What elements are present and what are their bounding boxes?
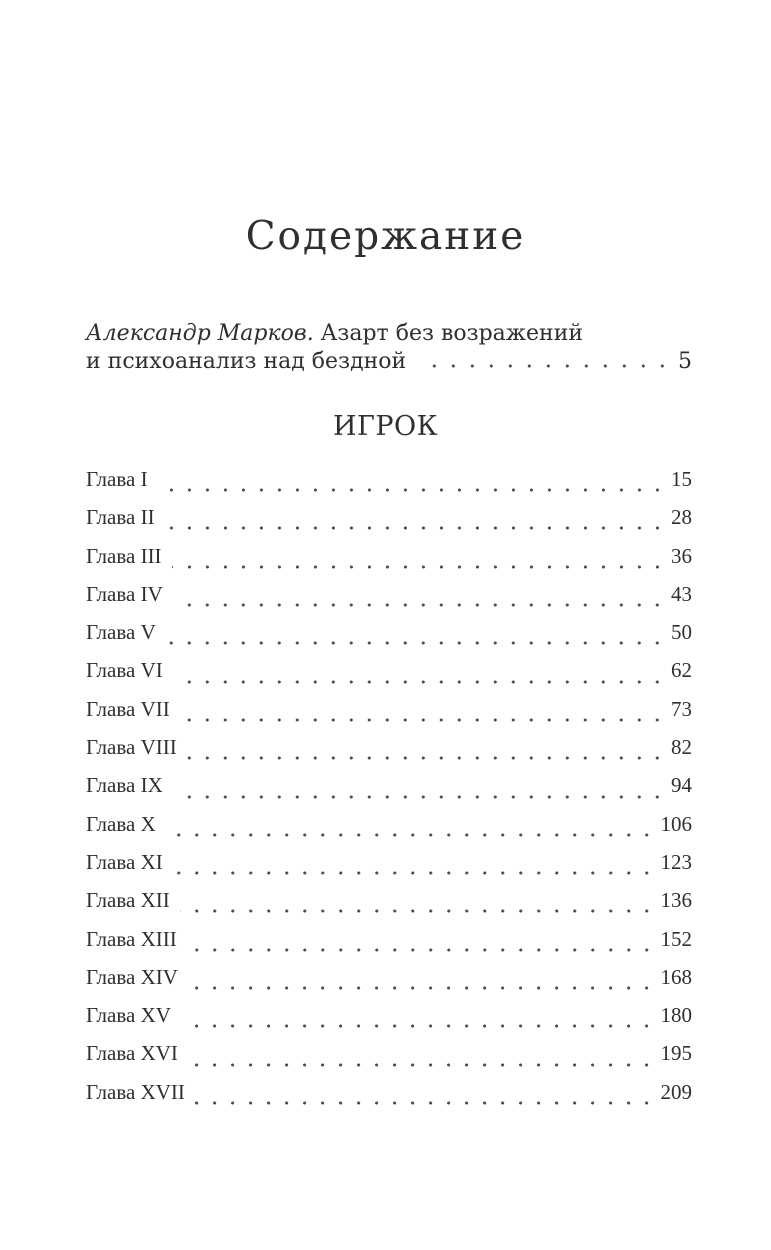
- page-title: Содержание: [245, 214, 526, 259]
- leader-dots: [158, 487, 666, 493]
- chapter-page-number: 195: [660, 1041, 692, 1066]
- leader-dots: [187, 947, 656, 953]
- chapter-entry[interactable]: [86, 773, 692, 811]
- chapter-page-number: 209: [660, 1079, 692, 1104]
- leader-dots: [173, 602, 666, 608]
- chapter-entry[interactable]: [86, 658, 692, 696]
- chapter-entry[interactable]: [86, 850, 692, 888]
- chapter-entry[interactable]: [86, 697, 692, 735]
- leader-dots: [165, 525, 666, 531]
- chapter-page-number: 106: [660, 811, 692, 836]
- chapter-label: Глава IX: [86, 773, 163, 798]
- intro-line-2: [86, 348, 692, 376]
- chapter-page-number: 62: [671, 658, 692, 683]
- leader-dots: [166, 640, 666, 646]
- chapter-entry[interactable]: [86, 735, 692, 773]
- leader-dots: [195, 1100, 656, 1106]
- chapter-label: Глава XVI: [86, 1041, 178, 1066]
- leader-dots: [180, 908, 656, 914]
- chapter-page-number: 180: [660, 1003, 692, 1028]
- chapter-page-number: 168: [660, 964, 692, 989]
- intro-title-part-2: и психоанализ над бездной: [86, 349, 407, 374]
- chapter-page-number: 43: [671, 581, 692, 606]
- leader-dots: [180, 717, 666, 723]
- leader-dots: [181, 1023, 656, 1029]
- chapter-label: Глава XV: [86, 1003, 171, 1028]
- intro-leader-dots: [428, 363, 672, 369]
- leader-dots: [188, 1062, 656, 1068]
- leader-dots: [172, 564, 666, 570]
- leader-dots: [188, 985, 656, 991]
- chapter-entry[interactable]: [86, 505, 692, 543]
- leader-dots: [173, 870, 656, 876]
- chapter-page-number: 73: [671, 696, 692, 721]
- chapter-entry[interactable]: [86, 544, 692, 582]
- chapter-page-number: 152: [660, 926, 692, 951]
- chapter-page-number: 36: [671, 543, 692, 568]
- chapter-entry[interactable]: [86, 467, 692, 505]
- leader-dots: [187, 755, 666, 761]
- intro-title-part-1: Азарт без возражений: [313, 321, 584, 346]
- chapter-entry[interactable]: [86, 927, 692, 965]
- chapter-label: Глава III: [86, 543, 162, 568]
- chapter-label: Глава XIV: [86, 964, 178, 989]
- chapter-entry[interactable]: [86, 888, 692, 926]
- intro-entry[interactable]: [86, 320, 692, 376]
- leader-dots: [166, 832, 656, 838]
- chapter-label: Глава VIII: [86, 735, 177, 760]
- chapter-entry[interactable]: [86, 1080, 692, 1118]
- intro-page-number: 5: [678, 349, 692, 374]
- section-title: ИГРОК: [332, 411, 439, 442]
- chapter-page-number: 15: [671, 467, 692, 491]
- chapter-page-number: 28: [671, 505, 692, 530]
- chapter-page-number: 123: [660, 849, 692, 874]
- chapter-page-number: 136: [660, 888, 692, 913]
- chapter-entry[interactable]: [86, 1003, 692, 1041]
- chapter-page-number: 94: [671, 773, 692, 798]
- chapter-entry[interactable]: [86, 582, 692, 620]
- intro-line-1: [86, 320, 692, 348]
- leader-dots: [173, 794, 666, 800]
- chapter-entry[interactable]: [86, 812, 692, 850]
- chapter-label: Глава VII: [86, 696, 170, 721]
- leader-dots: [173, 679, 666, 685]
- chapter-label: Глава I: [86, 467, 148, 491]
- chapter-page-number: 82: [671, 735, 692, 760]
- chapter-label: Глава VI: [86, 658, 163, 683]
- intro-author: Александр Марков.: [86, 321, 314, 346]
- chapter-entry[interactable]: [86, 1041, 692, 1079]
- chapter-list: [86, 467, 692, 1118]
- chapter-label: Глава XVII: [86, 1079, 185, 1104]
- chapter-label: Глава IV: [86, 581, 163, 606]
- chapter-entry[interactable]: [86, 620, 692, 658]
- chapter-label: Глава XII: [86, 888, 170, 913]
- chapter-label: Глава X: [86, 811, 156, 836]
- chapter-label: Глава XI: [86, 849, 163, 874]
- chapter-label: Глава V: [86, 620, 156, 645]
- chapter-entry[interactable]: [86, 965, 692, 1003]
- chapter-page-number: 50: [671, 620, 692, 645]
- chapter-label: Глава XIII: [86, 926, 177, 951]
- chapter-label: Глава II: [86, 505, 155, 530]
